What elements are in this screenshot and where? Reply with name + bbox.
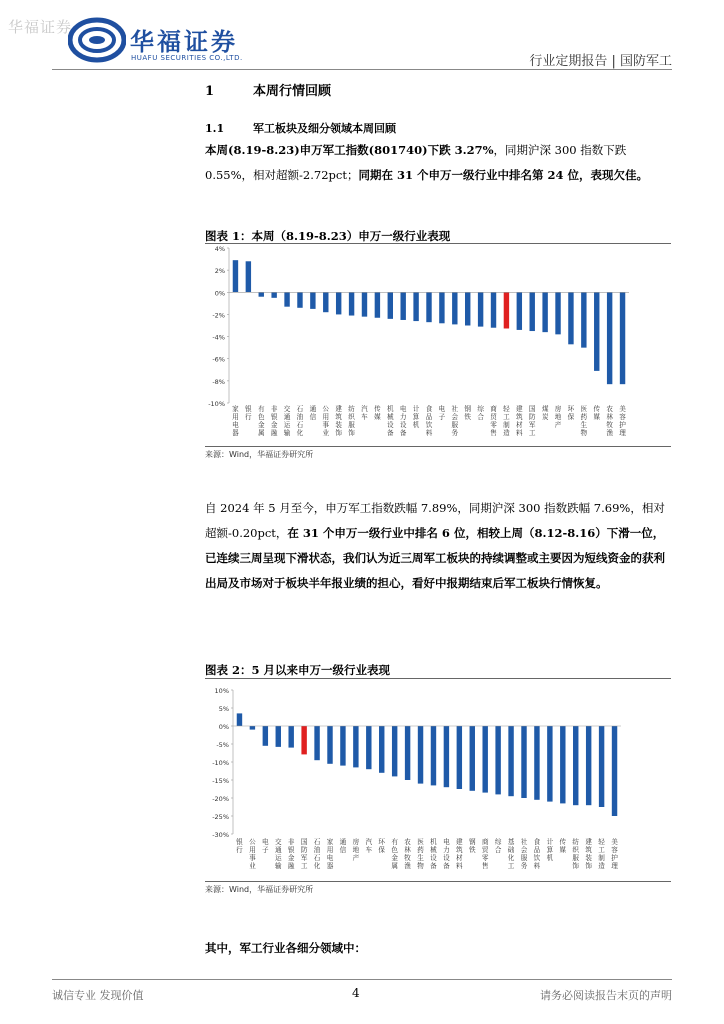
x-category-label: 商贸零售 xyxy=(481,838,489,870)
x-category-label: 建筑装饰 xyxy=(585,838,592,870)
header-divider xyxy=(52,69,672,70)
chart-bar xyxy=(353,726,358,767)
footer-slogan: 诚信专业 发现价值 xyxy=(52,989,144,1002)
chart-bar xyxy=(547,726,552,802)
chart-bar xyxy=(599,726,604,807)
x-category-label: 社会服务 xyxy=(520,838,528,870)
figure-1-bar-chart xyxy=(205,245,671,445)
x-category-label: 机械设备 xyxy=(386,405,394,437)
x-category-label: 农林牧渔 xyxy=(606,405,613,437)
y-tick-label: 10% xyxy=(214,687,229,695)
chart-bar xyxy=(310,292,315,309)
x-category-label: 电子 xyxy=(438,405,446,421)
x-category-label: 综合 xyxy=(477,405,484,421)
subsection-heading xyxy=(205,120,396,136)
chart-bar xyxy=(413,292,418,321)
x-category-label: 煤炭 xyxy=(541,405,549,421)
x-category-label: 非银金融 xyxy=(270,405,278,437)
paragraph-bold-text: 同期在 31 个申万一级行业中排名第 24 位，表现欠佳。 xyxy=(358,168,648,182)
x-category-label: 纺织服饰 xyxy=(348,405,355,437)
figure-1-source: 来源：Wind，华福证券研究所 xyxy=(205,450,314,459)
y-tick-label: -8% xyxy=(212,377,225,386)
subsection-number: 1.1 xyxy=(205,122,225,135)
figure-2-top-rule xyxy=(205,678,671,679)
chart-bar xyxy=(400,292,405,320)
chart-bar xyxy=(568,292,573,344)
company-logo-icon xyxy=(68,16,126,64)
x-category-label: 建筑材料 xyxy=(516,405,523,437)
y-tick-label: -6% xyxy=(212,355,225,364)
x-category-label: 电子 xyxy=(262,838,269,854)
paragraph-text: ，同期沪深 300 指数下跌 0.55%，相对超额-2.72pct； xyxy=(205,143,627,182)
chart-bar xyxy=(297,292,302,308)
x-category-label: 交通运输 xyxy=(274,838,282,870)
page-number: 4 xyxy=(352,986,360,1000)
chart-bar xyxy=(340,726,345,766)
chart-bar xyxy=(521,726,526,798)
company-logo-cn: 华福证券 xyxy=(130,28,238,56)
paragraph-text: 自 2024 年 5 月至今，申万军工指数跌幅 7.89%，同期沪深 300 指数跌幅 7.69%，相对超额-0.20pct， xyxy=(205,501,665,540)
x-category-label: 传媒 xyxy=(559,838,567,854)
document-type: 行业定期报告 | 国防军工 xyxy=(529,54,672,69)
chart-bar xyxy=(530,292,535,331)
y-tick-label: -10% xyxy=(208,400,225,408)
x-category-label: 国防军工 xyxy=(528,405,536,437)
y-tick-label: 5% xyxy=(218,705,229,713)
chart-bar xyxy=(362,292,367,316)
chart-bar xyxy=(560,726,565,803)
chart-bar xyxy=(288,726,293,748)
y-tick-label: -30% xyxy=(212,831,229,839)
x-category-label: 传媒 xyxy=(593,405,601,421)
chart-bar xyxy=(612,726,617,816)
x-category-label: 计算机 xyxy=(546,838,554,862)
x-category-label: 非银金融 xyxy=(287,838,295,870)
x-category-label: 石油石化 xyxy=(313,838,321,870)
figure-2-title: 图表 2：5 月以来申万一级行业表现 xyxy=(205,663,391,677)
x-category-label: 医药生物 xyxy=(417,838,424,870)
paragraph-subsector-intro xyxy=(205,936,671,961)
chart-bar xyxy=(491,292,496,327)
chart-bar xyxy=(250,726,255,730)
x-category-label: 银行 xyxy=(236,838,243,854)
chart-bar xyxy=(586,726,591,805)
chart-bar xyxy=(457,726,462,789)
chart-bar xyxy=(426,292,431,322)
y-tick-label: -2% xyxy=(212,311,225,320)
y-tick-label: -20% xyxy=(212,795,229,803)
chart-bar xyxy=(620,292,625,384)
chart-bar xyxy=(542,292,547,332)
chart-bar xyxy=(392,726,397,776)
x-category-label: 通信 xyxy=(309,405,317,421)
chart-bar xyxy=(405,726,410,780)
chart-bar xyxy=(431,726,436,785)
chart-bar xyxy=(495,726,500,794)
chart-bar xyxy=(314,726,319,760)
x-category-label: 汽车 xyxy=(361,405,368,421)
y-tick-label: -10% xyxy=(212,759,229,767)
x-category-label: 钢铁 xyxy=(468,838,476,854)
x-category-label: 钢铁 xyxy=(464,405,472,421)
chart-bar xyxy=(284,292,289,306)
chart-bar xyxy=(263,726,268,746)
x-category-label: 纺织服饰 xyxy=(572,838,580,870)
x-category-label: 国防军工 xyxy=(300,838,308,870)
x-category-label: 有色金属 xyxy=(391,838,398,870)
paragraph-bold-text: 其中，军工行业各细分领域中： xyxy=(205,941,366,955)
chart-bar xyxy=(508,726,513,796)
x-category-label: 医药生物 xyxy=(580,405,588,437)
chart-bar xyxy=(366,726,371,769)
chart-bar xyxy=(465,292,470,325)
x-category-label: 电力设备 xyxy=(443,838,450,870)
x-category-label: 机械设备 xyxy=(430,838,437,870)
chart-bar xyxy=(375,292,380,317)
chart-bar xyxy=(233,260,238,292)
watermark-text: 华福证券 xyxy=(8,18,73,36)
company-logo-en: HUAFU SECURITIES CO.,LTD. xyxy=(131,54,243,62)
chart-bar xyxy=(388,292,393,319)
x-category-label: 银行 xyxy=(245,405,252,421)
y-tick-label: -4% xyxy=(212,333,225,342)
footer-divider xyxy=(52,979,672,980)
y-tick-label: 0% xyxy=(218,723,229,731)
chart-bar xyxy=(246,261,251,292)
x-category-label: 轻工制造 xyxy=(598,838,605,870)
figure-1-title: 图表 1：本周（8.19-8.23）申万一级行业表现 xyxy=(205,229,451,243)
chart-bar xyxy=(555,292,560,334)
chart-bar xyxy=(482,726,487,793)
y-tick-label: 4% xyxy=(214,245,225,253)
x-category-label: 家用电器 xyxy=(326,838,334,870)
x-category-label: 商贸零售 xyxy=(490,405,497,437)
x-category-label: 电力设备 xyxy=(399,405,407,437)
paragraph-bold-text: 本周(8.19-8.23)申万军工指数(801740)下跌 3.27% xyxy=(205,143,494,157)
x-category-label: 家用电器 xyxy=(232,405,239,437)
x-category-label: 综合 xyxy=(494,838,502,854)
chart-bar xyxy=(379,726,384,773)
x-category-label: 食品饮料 xyxy=(425,405,433,437)
footer-disclaimer: 请务必阅读报告末页的声明 xyxy=(540,989,672,1002)
subsection-title: 军工板块及细分领域本周回顾 xyxy=(253,122,396,135)
chart-bar xyxy=(444,726,449,787)
x-category-label: 传媒 xyxy=(374,405,381,421)
chart-bar xyxy=(594,292,599,371)
chart-bar xyxy=(470,726,475,791)
y-tick-label: 0% xyxy=(214,289,225,298)
chart-bar xyxy=(478,292,483,326)
chart-bar xyxy=(439,292,444,323)
x-category-label: 建筑材料 xyxy=(456,838,463,870)
x-category-label: 环保 xyxy=(378,838,386,854)
figure-1-bottom-rule xyxy=(205,446,671,447)
x-category-label: 计算机 xyxy=(412,405,420,429)
y-tick-label: -25% xyxy=(212,813,229,821)
x-category-label: 基础化工 xyxy=(507,838,515,870)
chart-bar xyxy=(327,726,332,764)
figure-2-source: 来源：Wind，华福证券研究所 xyxy=(205,885,314,894)
chart-bar xyxy=(452,292,457,324)
chart-bar xyxy=(276,726,281,747)
x-category-label: 公用事业 xyxy=(322,405,330,437)
chart-bar xyxy=(271,292,276,298)
y-tick-label: -5% xyxy=(216,741,229,749)
section-heading xyxy=(205,80,331,99)
x-category-label: 轻工制造 xyxy=(503,405,510,437)
x-category-label: 社会服务 xyxy=(451,405,459,437)
y-tick-label: -15% xyxy=(212,777,229,785)
x-category-label: 交通运输 xyxy=(283,405,291,437)
x-category-label: 建筑装饰 xyxy=(335,405,342,437)
chart-bar xyxy=(534,726,539,800)
chart-bar xyxy=(418,726,423,784)
x-category-label: 美容护理 xyxy=(611,838,618,870)
section-number: 1 xyxy=(205,84,215,99)
x-category-label: 房地产 xyxy=(554,405,562,429)
chart-bar xyxy=(336,292,341,314)
x-category-label: 食品饮料 xyxy=(533,838,541,870)
paragraph-ytd-review xyxy=(205,496,671,596)
x-category-label: 公用事业 xyxy=(249,838,256,870)
x-category-label: 石油石化 xyxy=(296,405,304,437)
chart-bar xyxy=(349,292,354,315)
x-category-label: 农林牧渔 xyxy=(404,838,411,870)
chart-bar xyxy=(237,713,242,726)
chart-bar xyxy=(259,292,264,296)
x-category-label: 环保 xyxy=(567,405,575,421)
x-category-label: 汽车 xyxy=(365,838,373,854)
chart-bar xyxy=(301,726,306,754)
figure-2-bar-chart xyxy=(205,680,671,880)
figure-2-bottom-rule xyxy=(205,881,671,882)
x-category-label: 通信 xyxy=(339,838,347,854)
x-category-label: 房地产 xyxy=(352,838,360,862)
chart-bar xyxy=(504,292,509,328)
x-category-label: 美容护理 xyxy=(619,405,626,437)
section-title: 本周行情回顾 xyxy=(253,84,332,99)
chart-bar xyxy=(573,726,578,805)
chart-bar xyxy=(517,292,522,330)
chart-bar xyxy=(607,292,612,384)
paragraph-bold-text: 在 31 个申万一级行业中排名 6 位，相较上周（8.12-8.16）下滑一位，已连续三周呈现下滑状态，我们认为近三周军工板块的持续调整或主要因为短线资金的获利出局及市场对于板块半年报业绩的担心，看好中报期结束后军工板块行情恢复。 xyxy=(205,526,665,590)
y-tick-label: 2% xyxy=(214,267,225,276)
figure-1-top-rule xyxy=(205,243,671,244)
x-category-label: 有色金属 xyxy=(257,405,265,437)
chart-bar xyxy=(581,292,586,347)
chart-bar xyxy=(323,292,328,312)
paragraph-weekly-review xyxy=(205,138,671,188)
